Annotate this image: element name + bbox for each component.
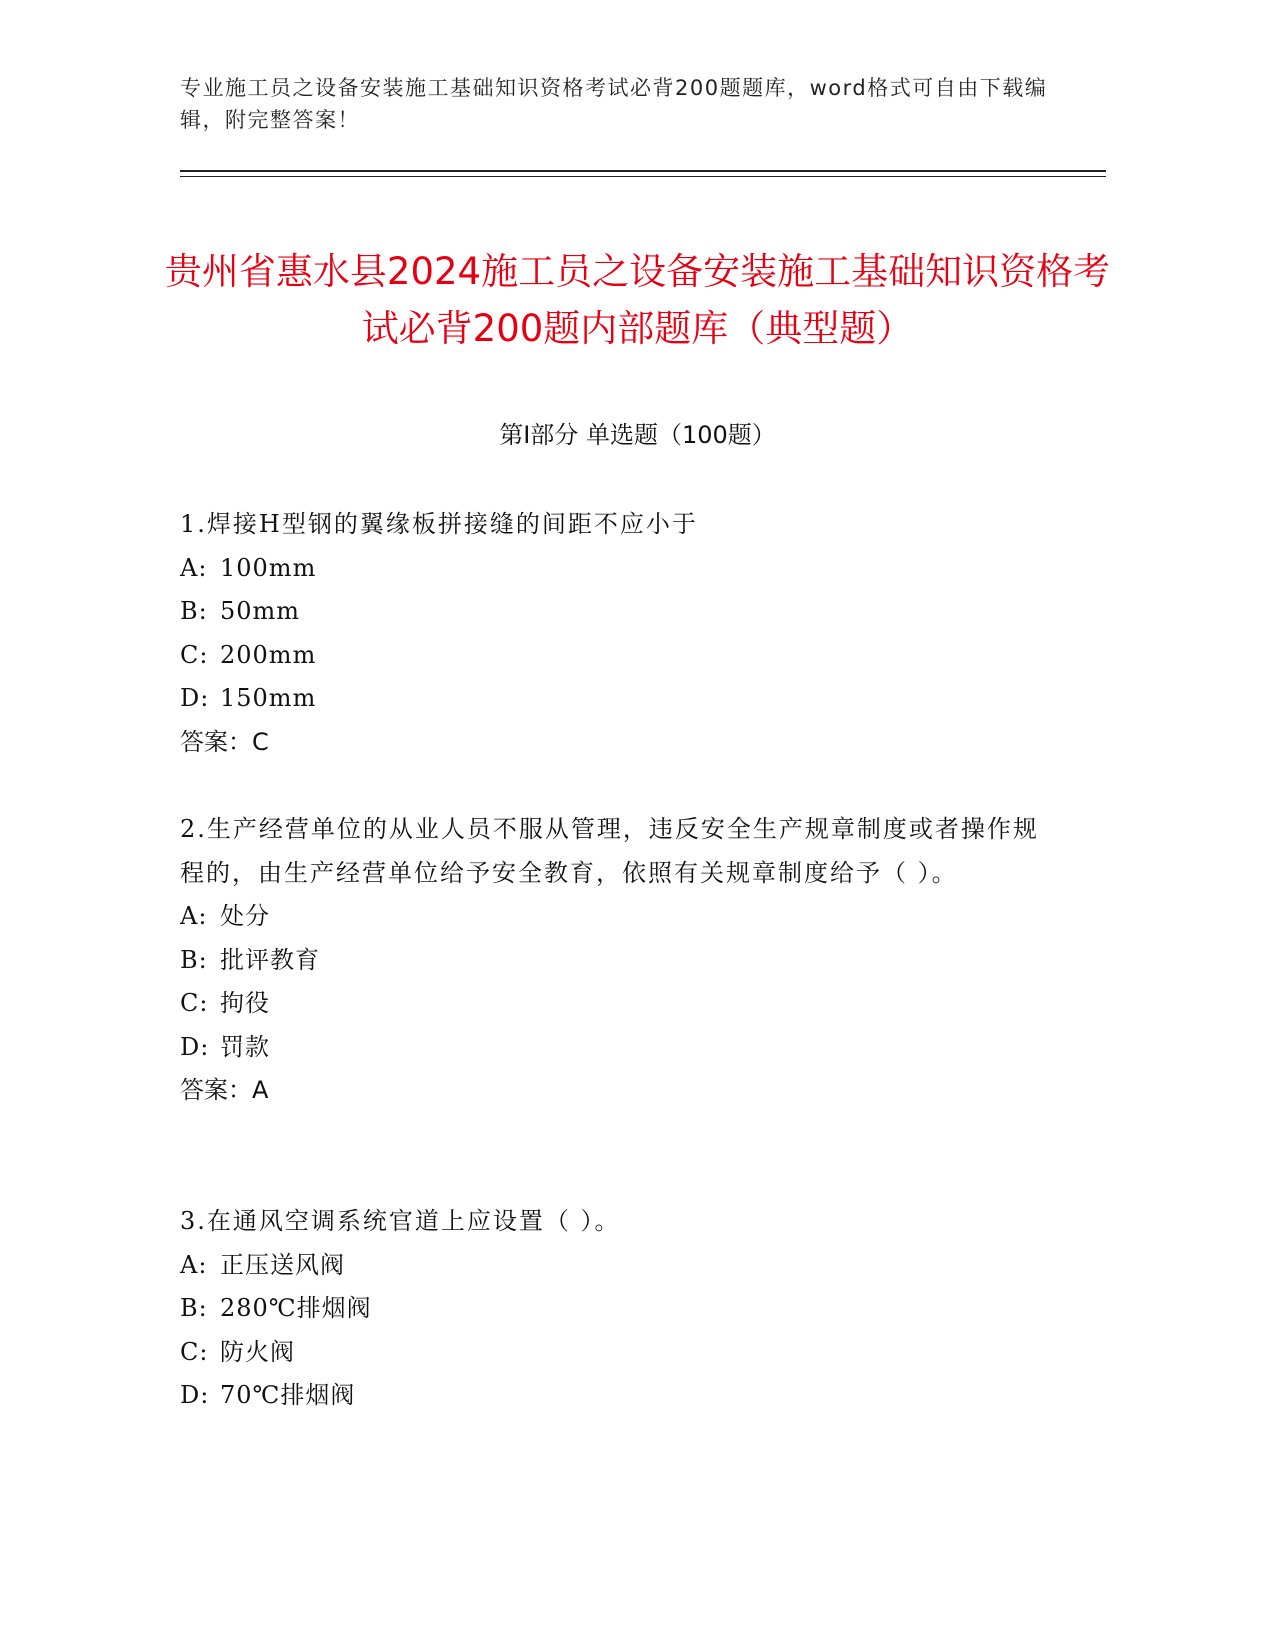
question-option xyxy=(180,939,1040,983)
question-option xyxy=(180,677,1040,721)
option-key: B: xyxy=(180,597,208,625)
option-text: 批评教育 xyxy=(220,945,320,974)
header-note: 专业施工员之设备安装施工基础知识资格考试必背200题题库，word格式可自由下载编辑，附完整答案！ xyxy=(180,76,1048,132)
document-title: 贵州省惠水县2024施工员之设备安装施工基础知识资格考试必背200题内部题库（典型题） xyxy=(164,249,1111,350)
question-option xyxy=(180,590,1040,634)
option-key: A: xyxy=(180,1250,208,1279)
question-stem: 1.焊接H型钢的翼缘板拼接缝的间距不应小于 xyxy=(180,510,698,538)
option-key: B: xyxy=(180,945,208,974)
option-key: A: xyxy=(180,902,208,930)
question-option xyxy=(180,982,1040,1026)
option-text: 100mm xyxy=(220,553,317,582)
question-item xyxy=(180,808,1040,1113)
section-title: 第I部分 单选题（100题） xyxy=(499,421,776,449)
option-key: C: xyxy=(180,989,209,1017)
option-text: 50mm xyxy=(220,597,301,625)
option-key: C: xyxy=(180,1337,209,1366)
question-option xyxy=(180,1331,1040,1375)
header-rule-thin xyxy=(180,176,1106,177)
option-text: 150mm xyxy=(220,684,317,712)
header-rule-thick xyxy=(180,170,1106,172)
question-option xyxy=(180,1244,1040,1288)
option-key: D: xyxy=(180,684,210,712)
question-answer: 答案：C xyxy=(180,727,269,756)
option-text: 拘役 xyxy=(220,989,270,1017)
option-key: D: xyxy=(180,1381,210,1409)
question-item xyxy=(180,503,1040,764)
question-option xyxy=(180,1374,1040,1418)
question-option xyxy=(180,634,1040,678)
option-key: D: xyxy=(180,1032,210,1061)
option-key: C: xyxy=(180,640,209,669)
question-option xyxy=(180,895,1040,939)
option-text: 罚款 xyxy=(220,1032,270,1061)
question-item xyxy=(180,1200,1040,1418)
question-option xyxy=(180,1026,1040,1070)
option-key: B: xyxy=(180,1294,208,1322)
option-text: 处分 xyxy=(220,902,270,930)
question-stem: 3.在通风空调系统官道上应设置（ ）。 xyxy=(180,1207,621,1235)
option-text: 280℃排烟阀 xyxy=(220,1294,372,1322)
question-answer: 答案：A xyxy=(180,1076,269,1104)
question-option xyxy=(180,1287,1040,1331)
option-text: 200mm xyxy=(220,640,317,669)
question-stem: 2.生产经营单位的从业人员不服从管理，违反安全生产规章制度或者操作规程的，由生产经营单位给予安全教育，依照有关规章制度给予（ ）。 xyxy=(180,815,1039,887)
option-text: 防火阀 xyxy=(220,1337,295,1366)
option-text: 70℃排烟阀 xyxy=(220,1381,356,1409)
question-option xyxy=(180,547,1040,591)
option-key: A: xyxy=(180,553,208,582)
option-text: 正压送风阀 xyxy=(220,1250,345,1279)
